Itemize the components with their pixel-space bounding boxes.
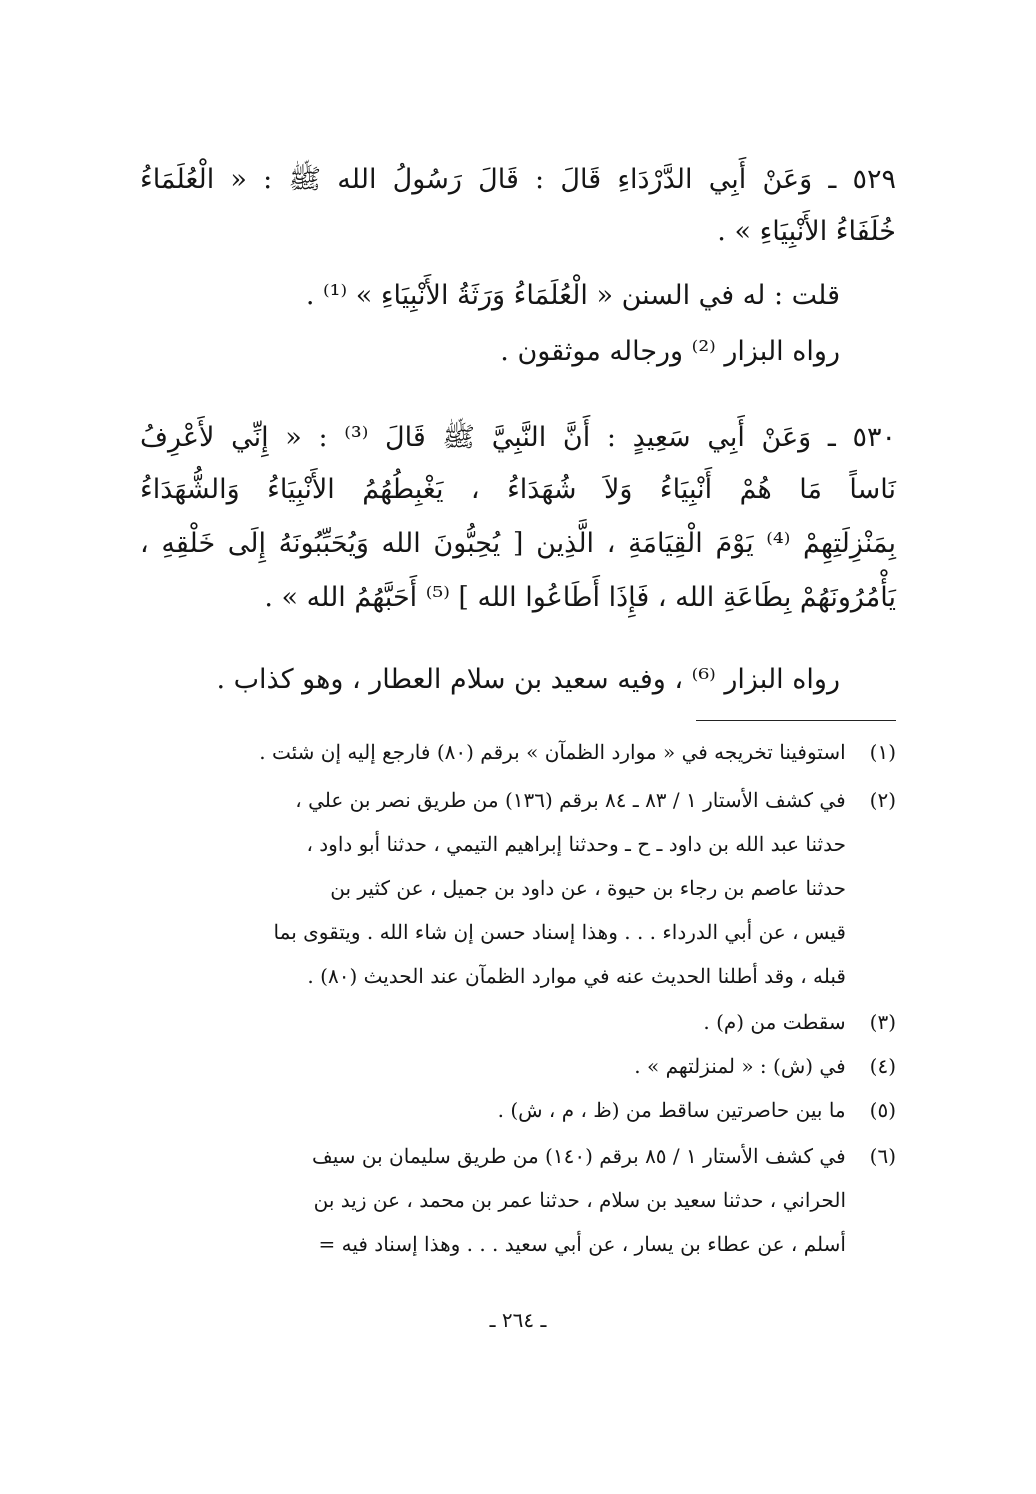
footnote-6-line-3: أسلم ، عن عطاء بن يسار ، عن أبي سعيد . . . وهذا إسناد فيه =: [318, 1232, 846, 1256]
hadith-529-narration: رواه البزار ⁽²⁾ ورجاله موثقون .: [500, 336, 840, 367]
footnote-2-line-5: قبله ، وقد أطلنا الحديث عنه في موارد الظمآن عند الحديث (٨٠) .: [307, 964, 846, 988]
footnote-text: ما بين حاصرتين ساقط من (ظ ، م ، ش) .: [497, 1098, 846, 1122]
hadith-530-line-1: ٥٣٠ ـ وَعَنْ أَبِي سَعِيدٍ : أَنَّ النَّبِيَّ ﷺ قَالَ ⁽³⁾ : « إِنِّي لأَعْرِفُ: [140, 422, 896, 453]
footnote-6: [312, 1146, 896, 1166]
footnote-text: في (ش) : « لمنزلتهم » .: [634, 1054, 846, 1078]
footnote-3: [703, 1012, 896, 1032]
footnote-text: سقطت من (م) .: [703, 1010, 846, 1034]
footnote-separator: [696, 720, 896, 721]
footnote-1: [259, 742, 896, 762]
footnote-number: (١): [869, 740, 896, 764]
footnote-number: (٢): [869, 788, 896, 812]
footnote-2-line-3: حدثنا عاصم بن رجاء بن حيوة ، عن داود بن جميل ، عن كثير بن: [330, 876, 846, 900]
footnote-4: [634, 1056, 896, 1076]
hadith-530-line-4: يَأْمُرُونَهُمْ بِطَاعَةِ الله ، فَإِذَا أَطَاعُوا الله ] ⁽⁵⁾ أَحَبَّهُمُ الله » .: [264, 582, 896, 613]
footnote-5: [498, 1100, 896, 1120]
page-number: ـ ٢٦٤ ـ: [489, 1308, 547, 1332]
footnote-text: في كشف الأستار ١ / ٨٣ ـ ٨٤ برقم (١٣٦) من طريق نصر بن علي ،: [295, 788, 846, 812]
footnote-number: (٦): [869, 1144, 896, 1168]
footnote-number: (٤): [869, 1054, 896, 1078]
footnote-2-line-4: قيس ، عن أبي الدرداء . . . وهذا إسناد حسن إن شاء الله . ويتقوى بما: [273, 920, 846, 944]
footnote-2-line-2: حدثنا عبد الله بن داود ـ ح ـ وحدثنا إبراهيم التيمي ، حدثنا أبو داود ،: [306, 832, 846, 856]
footnote-text: استوفينا تخريجه في « موارد الظمآن » برقم (٨٠) فارجع إليه إن شئت .: [259, 740, 846, 764]
hadith-530-line-3: بِمَنْزِلَتِهِمْ ⁽⁴⁾ يَوْمَ الْقِيَامَةِ ، الَّذِين [ يُحِبُّونَ الله وَيُحَبِّبُونَهُ إِلَى خَلْقِهِ ،: [140, 528, 896, 559]
hadith-529-comment: قلت : له في السنن « الْعُلَمَاءُ وَرَثَةُ الأَنْبِيَاءِ » ⁽¹⁾ .: [305, 280, 840, 311]
hadith-530-narration: رواه البزار ⁽⁶⁾ ، وفيه سعيد بن سلام العطار ، وهو كذاب .: [216, 664, 840, 695]
footnote-6-line-2: الحراني ، حدثنا سعيد بن سلام ، حدثنا عمر بن محمد ، عن زيد بن: [313, 1188, 846, 1212]
footnote-text: في كشف الأستار ١ / ٨٥ برقم (١٤٠) من طريق سليمان بن سيف: [312, 1144, 846, 1168]
footnote-2: [295, 790, 896, 810]
hadith-530-line-2: نَاساً مَا هُمْ أَنْبِيَاءُ وَلاَ شُهَدَاءُ ، يَغْبِطُهُمُ الأَنْبِيَاءُ وَالشُّهَدَاءُ: [140, 474, 896, 505]
footnote-number: (٥): [869, 1098, 896, 1122]
footnote-number: (٣): [869, 1010, 896, 1034]
hadith-529-line-1: ٥٢٩ ـ وَعَنْ أَبِي الدَّرْدَاءِ قَالَ : قَالَ رَسُولُ الله ﷺ : « الْعُلَمَاءُ: [140, 164, 896, 195]
hadith-529-line-2: خُلَفَاءُ الأَنْبِيَاءِ » .: [717, 216, 896, 247]
